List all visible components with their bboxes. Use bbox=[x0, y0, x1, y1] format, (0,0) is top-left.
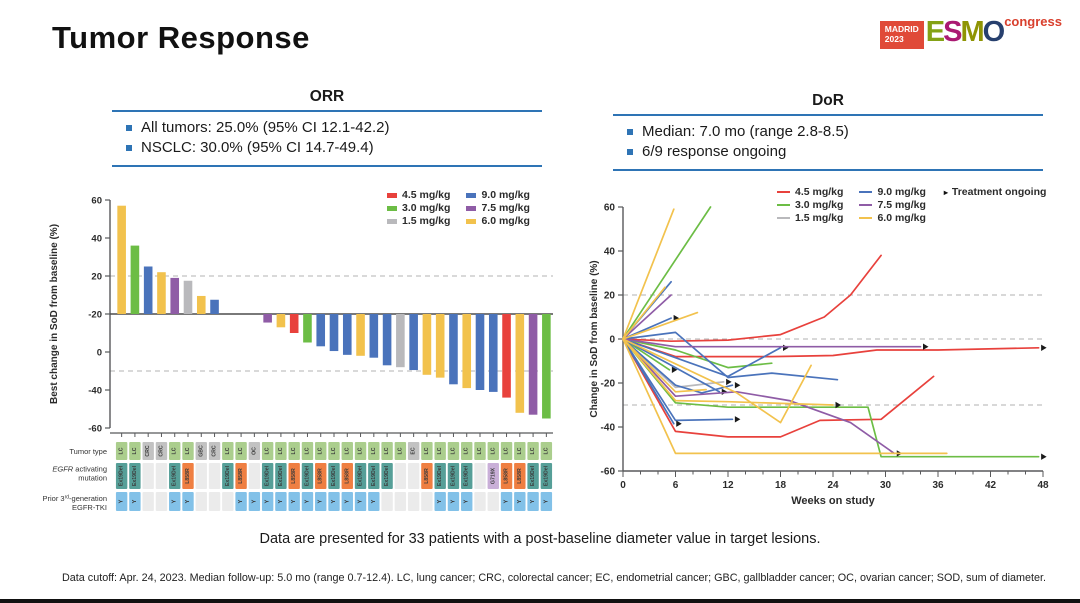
waterfall-bar bbox=[316, 314, 325, 346]
annotation-cell bbox=[395, 492, 406, 511]
annotation-cell bbox=[142, 492, 153, 511]
svg-text:LC: LC bbox=[264, 447, 271, 455]
legend-item: 7.5 mg/kg bbox=[859, 199, 925, 211]
svg-text:EC: EC bbox=[410, 447, 417, 455]
waterfall-bar bbox=[303, 314, 312, 343]
waterfall-bar bbox=[449, 314, 458, 384]
esmo-wordmark bbox=[926, 18, 1003, 47]
legend-swatch bbox=[859, 191, 872, 194]
year-label: 2023 bbox=[884, 33, 904, 44]
legend-swatch bbox=[387, 219, 397, 224]
waterfall-bar bbox=[277, 314, 286, 327]
legend-item: 1.5 mg/kg bbox=[777, 212, 843, 224]
legend-swatch bbox=[387, 206, 397, 211]
svg-text:60: 60 bbox=[603, 202, 615, 214]
svg-text:Ex19Del: Ex19Del bbox=[304, 465, 311, 487]
madrid-label: MADRID bbox=[884, 24, 919, 34]
svg-text:LC: LC bbox=[185, 447, 191, 455]
svg-text:LC: LC bbox=[503, 447, 510, 455]
legend-item: 6.0 mg/kg bbox=[466, 215, 529, 227]
svg-text:-20: -20 bbox=[88, 309, 102, 321]
waterfall-chart bbox=[35, 183, 560, 518]
svg-text:LC: LC bbox=[118, 447, 125, 455]
svg-text:6: 6 bbox=[672, 480, 679, 491]
annotation-cell bbox=[474, 463, 485, 489]
svg-text:LC: LC bbox=[370, 447, 377, 455]
waterfall-bar bbox=[542, 314, 551, 419]
svg-text:L858R: L858R bbox=[317, 468, 324, 484]
svg-text:LC: LC bbox=[131, 447, 138, 455]
svg-text:LC: LC bbox=[331, 447, 337, 455]
legend-swatch bbox=[777, 191, 790, 194]
svg-text:CRC: CRC bbox=[145, 445, 152, 457]
esmo-letter: M bbox=[960, 16, 983, 48]
bullet-item bbox=[126, 118, 542, 138]
svg-text:48: 48 bbox=[1037, 480, 1049, 491]
bullet-square-icon bbox=[126, 125, 132, 131]
annotation-cell bbox=[474, 492, 485, 511]
svg-text:-60: -60 bbox=[600, 466, 615, 478]
svg-text:Ex19Del: Ex19Del bbox=[131, 465, 138, 487]
annotation-cell bbox=[156, 492, 167, 511]
dor-title: DoR bbox=[812, 92, 844, 109]
svg-text:LC: LC bbox=[530, 447, 537, 455]
legend-swatch bbox=[777, 204, 790, 207]
waterfall-bar bbox=[529, 314, 538, 415]
esmo-letter: S bbox=[943, 16, 961, 48]
annotation-cell bbox=[156, 463, 167, 489]
svg-text:LC: LC bbox=[238, 447, 245, 455]
legend-swatch bbox=[387, 193, 397, 198]
svg-text:LC: LC bbox=[450, 447, 457, 455]
svg-text:Y: Y bbox=[185, 499, 191, 504]
svg-text:-60: -60 bbox=[88, 423, 102, 435]
svg-text:40: 40 bbox=[603, 246, 615, 258]
svg-text:LC: LC bbox=[317, 447, 324, 455]
legend-swatch bbox=[466, 193, 476, 198]
waterfall-bar bbox=[396, 314, 405, 367]
spider-legend bbox=[777, 186, 1046, 224]
spider-chart bbox=[585, 186, 1070, 516]
svg-text:30: 30 bbox=[879, 480, 892, 491]
bullet-square-icon bbox=[627, 129, 633, 135]
svg-text:Ex19Del: Ex19Del bbox=[357, 465, 364, 487]
svg-text:Y: Y bbox=[331, 499, 337, 504]
svg-text:GBC: GBC bbox=[198, 445, 205, 457]
annotation-cell bbox=[209, 463, 220, 489]
bullet-square-icon bbox=[126, 145, 132, 151]
waterfall-bar bbox=[502, 314, 511, 398]
svg-text:Y: Y bbox=[450, 499, 457, 504]
svg-text:LC: LC bbox=[543, 447, 550, 455]
waterfall-bar bbox=[489, 314, 498, 392]
patients-caption: Data are presented for 33 patients with a post-baseline diameter value in target lesions. bbox=[259, 531, 821, 547]
legend-swatch bbox=[777, 217, 790, 220]
svg-text:Y: Y bbox=[291, 499, 298, 504]
annotation-cell bbox=[196, 492, 207, 511]
waterfall-bar bbox=[144, 267, 153, 315]
waterfall-bar bbox=[423, 314, 432, 375]
annotation-cell bbox=[249, 463, 260, 489]
waterfall-bar bbox=[131, 246, 140, 314]
legend-item: 4.5 mg/kg bbox=[777, 186, 843, 198]
ongoing-arrow-marker bbox=[923, 344, 929, 350]
svg-text:Best change in SoD from baseli: Best change in SoD from baseline (%) bbox=[49, 223, 60, 405]
bullet-text: 6/9 response ongoing bbox=[642, 143, 787, 160]
ongoing-arrow-marker bbox=[783, 345, 789, 351]
annotation-cell bbox=[209, 492, 220, 511]
bullet-item bbox=[126, 138, 542, 158]
orr-bullets bbox=[112, 112, 542, 165]
waterfall-bar bbox=[462, 314, 471, 388]
svg-text:L858R: L858R bbox=[503, 468, 510, 484]
spider-chart-box bbox=[585, 186, 1070, 516]
svg-text:0: 0 bbox=[620, 480, 626, 491]
ongoing-arrow-marker bbox=[735, 382, 741, 388]
svg-text:36: 36 bbox=[932, 480, 944, 491]
svg-text:Ex19Del: Ex19Del bbox=[437, 465, 444, 487]
svg-text:Y: Y bbox=[543, 499, 550, 504]
svg-text:LC: LC bbox=[463, 447, 470, 455]
legend-item: 9.0 mg/kg bbox=[859, 186, 925, 198]
svg-text:L858R: L858R bbox=[185, 468, 191, 484]
svg-text:LC: LC bbox=[224, 447, 231, 455]
svg-text:CRC: CRC bbox=[158, 445, 165, 457]
svg-text:40: 40 bbox=[91, 233, 102, 245]
svg-text:Y: Y bbox=[118, 499, 125, 504]
spider-series bbox=[623, 339, 811, 423]
dor-bottom-rule bbox=[613, 169, 1043, 171]
waterfall-bar bbox=[157, 272, 166, 314]
svg-text:LC: LC bbox=[277, 447, 284, 455]
annotation-cell bbox=[142, 463, 153, 489]
waterfall-bar bbox=[516, 314, 525, 413]
svg-text:Y: Y bbox=[304, 499, 311, 504]
svg-text:24: 24 bbox=[827, 480, 839, 491]
svg-text:Ex19Del: Ex19Del bbox=[530, 465, 537, 487]
svg-text:LC: LC bbox=[397, 447, 404, 455]
waterfall-bar bbox=[436, 314, 445, 378]
bullet-item bbox=[627, 142, 1043, 162]
legend-item: 4.5 mg/kg bbox=[387, 189, 450, 201]
legend-swatch bbox=[466, 219, 476, 224]
svg-text:EGFR-TKI: EGFR-TKI bbox=[72, 503, 107, 512]
svg-text:Y: Y bbox=[238, 499, 245, 504]
svg-text:Y: Y bbox=[251, 499, 258, 504]
esmo-letter: E bbox=[925, 16, 944, 48]
svg-text:Y: Y bbox=[317, 499, 324, 504]
waterfall-bar bbox=[197, 296, 206, 314]
svg-text:LC: LC bbox=[304, 447, 311, 455]
svg-text:L858R: L858R bbox=[516, 468, 523, 484]
svg-text:Y: Y bbox=[516, 499, 523, 504]
svg-text:L858R: L858R bbox=[344, 468, 351, 484]
svg-text:LC: LC bbox=[477, 447, 483, 455]
annotation-cell bbox=[381, 492, 392, 511]
bullet-square-icon bbox=[627, 149, 633, 155]
spider-series bbox=[623, 339, 921, 347]
svg-text:mutation: mutation bbox=[78, 473, 107, 483]
spider-series bbox=[623, 339, 934, 437]
legend-item: 1.5 mg/kg bbox=[387, 215, 450, 227]
congress-label: congress bbox=[1004, 14, 1062, 29]
svg-text:LC: LC bbox=[516, 447, 523, 455]
ongoing-arrow-marker bbox=[676, 421, 682, 427]
annotation-cell bbox=[421, 492, 432, 511]
ongoing-arrow-marker bbox=[726, 379, 732, 385]
dor-panel bbox=[613, 92, 1043, 171]
bottom-bar bbox=[0, 599, 1080, 603]
page-title: Tumor Response bbox=[52, 20, 310, 55]
svg-text:Y: Y bbox=[357, 499, 364, 504]
svg-text:Y: Y bbox=[264, 499, 271, 504]
ongoing-arrow-icon: ▸ bbox=[943, 187, 948, 197]
svg-text:20: 20 bbox=[91, 271, 102, 283]
svg-text:Prior 3rd-generation: Prior 3rd-generation bbox=[42, 494, 107, 503]
waterfall-bar bbox=[383, 314, 392, 365]
waterfall-bar bbox=[117, 206, 126, 314]
ongoing-arrow-marker bbox=[735, 416, 741, 422]
ongoing-arrow-marker bbox=[1041, 345, 1047, 351]
svg-text:Y: Y bbox=[503, 499, 510, 504]
esmo-congress-logo bbox=[880, 14, 1062, 49]
svg-text:0: 0 bbox=[96, 347, 102, 359]
svg-text:EGFR activating: EGFR activating bbox=[52, 464, 107, 474]
svg-text:LC: LC bbox=[437, 447, 444, 455]
svg-text:Ex19Del: Ex19Del bbox=[463, 465, 470, 487]
ongoing-arrow-marker bbox=[1041, 454, 1047, 460]
footnote: Data cutoff: Apr. 24, 2023. Median follow-up: 5.0 mo (range 0.7-12.4). LC, lung cancer; CRC, colorectal cancer; EC, endometrial cancer; GBC, gallbladder cancer; OC, ovarian cancer; SOD, sum of diameter. bbox=[62, 572, 1046, 584]
svg-text:Y: Y bbox=[530, 499, 537, 504]
svg-text:Ex19Del: Ex19Del bbox=[450, 465, 457, 487]
svg-text:G719X: G719X bbox=[490, 467, 497, 485]
svg-text:LC: LC bbox=[171, 447, 178, 455]
svg-text:Ex19Del: Ex19Del bbox=[264, 465, 271, 487]
madrid-2023-badge bbox=[880, 21, 924, 49]
svg-text:LC: LC bbox=[357, 447, 364, 455]
svg-text:-40: -40 bbox=[88, 385, 102, 397]
svg-text:Ex19Del: Ex19Del bbox=[331, 465, 337, 487]
svg-text:Ex19Del: Ex19Del bbox=[543, 465, 550, 487]
annotation-cell bbox=[408, 463, 419, 489]
legend-item: 7.5 mg/kg bbox=[466, 202, 529, 214]
annotation-cell bbox=[488, 492, 499, 511]
svg-text:Change in SoD from baseline (%: Change in SoD from baseline (%) bbox=[589, 260, 600, 418]
svg-text:18: 18 bbox=[774, 480, 787, 491]
svg-text:Y: Y bbox=[171, 499, 178, 504]
svg-text:Tumor type: Tumor type bbox=[69, 447, 107, 456]
waterfall-bar bbox=[184, 281, 193, 314]
legend-item: 3.0 mg/kg bbox=[387, 202, 450, 214]
svg-text:LC: LC bbox=[291, 447, 298, 455]
waterfall-legend bbox=[387, 189, 530, 227]
svg-text:LC: LC bbox=[490, 447, 497, 455]
legend-swatch bbox=[859, 217, 872, 220]
waterfall-bar bbox=[356, 314, 365, 356]
svg-text:Ex19Del: Ex19Del bbox=[224, 465, 231, 487]
svg-text:42: 42 bbox=[984, 480, 997, 491]
svg-text:Ex19Del: Ex19Del bbox=[384, 465, 391, 487]
waterfall-bar bbox=[409, 314, 418, 370]
legend-item: 3.0 mg/kg bbox=[777, 199, 843, 211]
svg-text:Y: Y bbox=[277, 499, 284, 504]
svg-text:LC: LC bbox=[423, 447, 430, 455]
waterfall-bar bbox=[210, 300, 219, 314]
svg-text:L858R: L858R bbox=[291, 468, 298, 484]
bullet-item bbox=[627, 122, 1043, 142]
bullet-text: NSCLC: 30.0% (95% CI 14.7-49.4) bbox=[141, 139, 374, 156]
svg-text:12: 12 bbox=[722, 480, 734, 491]
waterfall-bar bbox=[370, 314, 379, 358]
esmo-letter: O bbox=[982, 16, 1004, 48]
svg-text:Y: Y bbox=[370, 499, 377, 504]
svg-text:Ex19Del: Ex19Del bbox=[118, 465, 125, 487]
svg-text:Y: Y bbox=[437, 499, 444, 504]
svg-text:Ex19Del: Ex19Del bbox=[171, 465, 178, 487]
svg-text:-20: -20 bbox=[600, 378, 615, 390]
svg-text:LC: LC bbox=[344, 447, 351, 455]
annotation-cell bbox=[408, 492, 419, 511]
svg-text:Ex19Del: Ex19Del bbox=[277, 465, 284, 487]
legend-swatch bbox=[466, 206, 476, 211]
orr-panel bbox=[112, 88, 542, 167]
annotation-cell bbox=[395, 463, 406, 489]
svg-text:Weeks on study: Weeks on study bbox=[791, 495, 875, 507]
waterfall-bar bbox=[290, 314, 299, 333]
svg-text:-40: -40 bbox=[600, 422, 615, 434]
svg-text:OC: OC bbox=[251, 447, 258, 455]
svg-text:LC: LC bbox=[384, 447, 391, 455]
svg-text:CRC: CRC bbox=[211, 445, 218, 457]
waterfall-bar bbox=[170, 278, 179, 314]
legend-swatch bbox=[859, 204, 872, 207]
legend-item: 9.0 mg/kg bbox=[466, 189, 529, 201]
waterfall-bar bbox=[263, 314, 272, 323]
svg-text:L858R: L858R bbox=[238, 468, 245, 484]
svg-text:Y: Y bbox=[344, 499, 351, 504]
orr-bottom-rule bbox=[112, 165, 542, 167]
svg-text:Y: Y bbox=[131, 499, 138, 504]
waterfall-bar bbox=[476, 314, 485, 390]
dor-bullets bbox=[613, 116, 1043, 169]
waterfall-chart-box bbox=[35, 183, 560, 518]
legend-treatment-ongoing: ▸ Treatment ongoing bbox=[943, 186, 1047, 198]
spider-series bbox=[623, 255, 881, 341]
svg-text:Y: Y bbox=[463, 499, 470, 504]
bullet-text: All tumors: 25.0% (95% CI 12.1-42.2) bbox=[141, 119, 390, 136]
bullet-text: Median: 7.0 mo (range 2.8-8.5) bbox=[642, 123, 849, 140]
svg-text:20: 20 bbox=[603, 290, 615, 302]
svg-text:Ex19Del: Ex19Del bbox=[370, 465, 377, 487]
svg-text:0: 0 bbox=[609, 334, 615, 346]
legend-item: 6.0 mg/kg bbox=[859, 212, 925, 224]
annotation-cell bbox=[222, 492, 233, 511]
waterfall-bar bbox=[330, 314, 339, 351]
waterfall-bar bbox=[343, 314, 352, 355]
annotation-cell bbox=[196, 463, 207, 489]
svg-text:60: 60 bbox=[91, 195, 102, 207]
orr-title: ORR bbox=[309, 88, 345, 105]
svg-text:L858R: L858R bbox=[423, 468, 430, 484]
